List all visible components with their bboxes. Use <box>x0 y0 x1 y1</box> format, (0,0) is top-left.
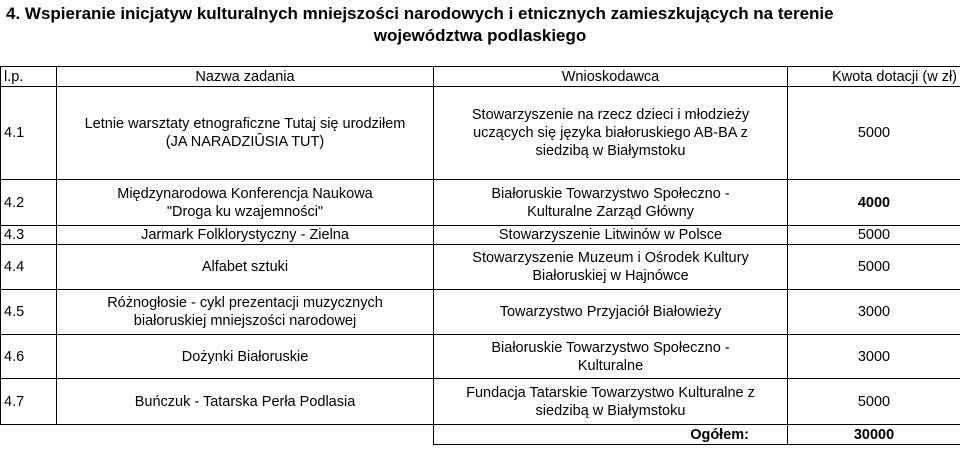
table-header-row <box>1 67 960 87</box>
section-heading-line1: 4. Wspieranie inicjatyw kulturalnych mniejszości narodowych i etnicznych zamieszkujących na terenie <box>6 4 834 23</box>
table-row <box>1 335 960 379</box>
table-row <box>1 245 960 290</box>
cell-amount: 5000 <box>788 245 960 290</box>
header-name: Nazwa zadania <box>57 67 434 87</box>
cell-lp: 4.3 <box>1 226 57 245</box>
header-amount: Kwota dotacji (w zł) <box>788 67 960 87</box>
header-lp: l.p. <box>1 67 57 87</box>
cell-lp: 4.2 <box>1 180 57 226</box>
cell-amount: 3000 <box>788 290 960 335</box>
cell-lp: 4.1 <box>1 87 57 180</box>
cell-name: Letnie warsztaty etnograficzne Tutaj się urodziłem (JA NARADZIÛSIA TUT) <box>57 87 434 180</box>
table-row <box>1 180 960 226</box>
grants-table <box>0 66 960 445</box>
cell-name: Alfabet sztuki <box>57 245 434 290</box>
table-row <box>1 290 960 335</box>
section-heading-line2: województwa podlaskiego <box>373 26 587 45</box>
cell-name: Jarmark Folklorystyczny - Zielna <box>57 226 434 245</box>
cell-applicant: Towarzystwo Przyjaciół Białowieży <box>434 290 788 335</box>
cell-applicant: Stowarzyszenie Litwinów w Polsce <box>434 226 788 245</box>
cell-amount: 5000 <box>788 379 960 425</box>
cell-lp: 4.7 <box>1 379 57 425</box>
table-row <box>1 226 960 245</box>
cell-amount: 5000 <box>788 226 960 245</box>
cell-name: Międzynarodowa Konferencja Naukowa "Droga ku wzajemności" <box>57 180 434 226</box>
cell-amount: 3000 <box>788 335 960 379</box>
total-row <box>1 425 960 445</box>
cell-name: Buńczuk - Tatarska Perła Podlasia <box>57 379 434 425</box>
cell-name: Dożynki Białoruskie <box>57 335 434 379</box>
table-row <box>1 87 960 180</box>
cell-lp: 4.5 <box>1 290 57 335</box>
total-blank-name <box>57 425 434 445</box>
section-heading <box>0 0 960 66</box>
cell-amount: 4000 <box>788 180 960 226</box>
cell-applicant: Białoruskie Towarzystwo Społeczno - Kulturalne Zarząd Główny <box>434 180 788 226</box>
cell-name: Różnogłosie - cykl prezentacji muzycznych białoruskiej mniejszości narodowej <box>57 290 434 335</box>
cell-applicant: Stowarzyszenie na rzecz dzieci i młodzieży uczących się języka białoruskiego AB-BA z siedzibą w Białymstoku <box>434 87 788 180</box>
cell-applicant: Białoruskie Towarzystwo Społeczno - Kulturalne <box>434 335 788 379</box>
total-label: Ogółem: <box>434 425 788 445</box>
cell-amount: 5000 <box>788 87 960 180</box>
table-row <box>1 379 960 425</box>
cell-applicant: Fundacja Tatarskie Towarzystwo Kulturalne z siedzibą w Białymstoku <box>434 379 788 425</box>
total-value: 30000 <box>788 425 960 445</box>
cell-lp: 4.6 <box>1 335 57 379</box>
cell-applicant: Stowarzyszenie Muzeum i Ośrodek Kultury Białoruskiej w Hajnówce <box>434 245 788 290</box>
cell-lp: 4.4 <box>1 245 57 290</box>
header-applicant: Wnioskodawca <box>434 67 788 87</box>
total-blank-lp <box>1 425 57 445</box>
